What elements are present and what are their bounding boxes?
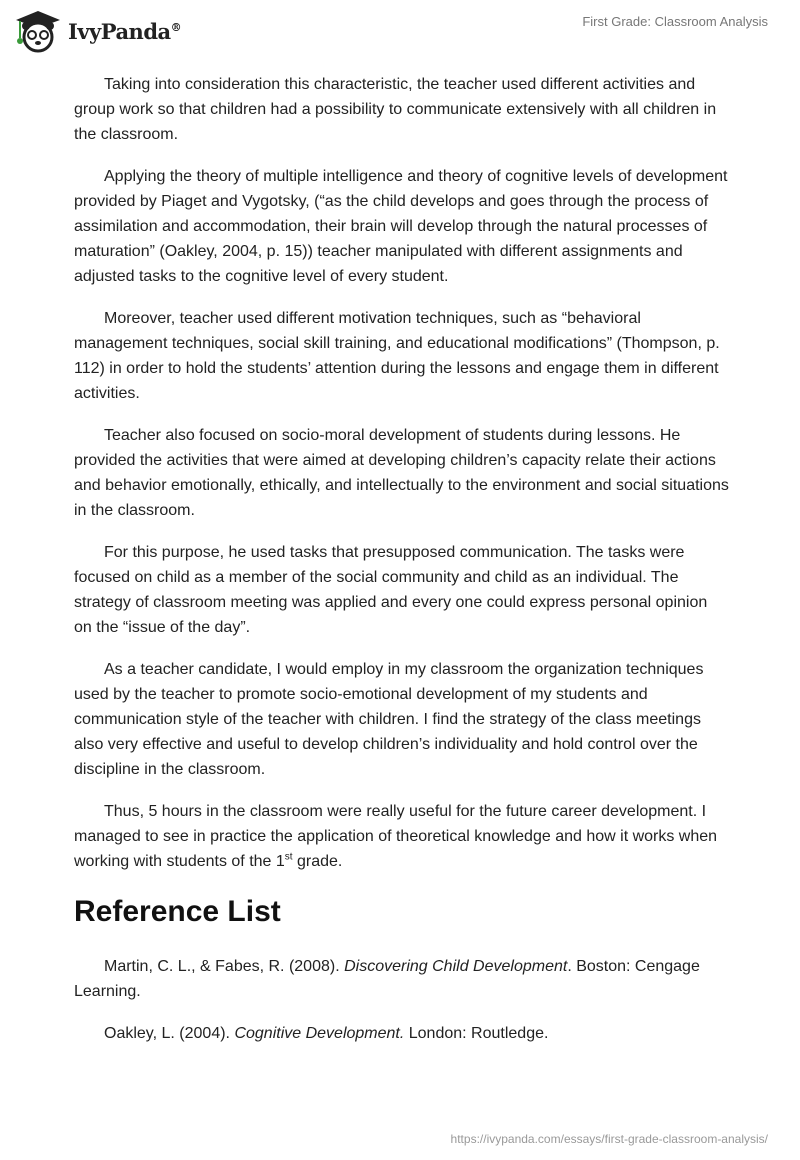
paragraph: Thus, 5 hours in the classroom were really useful for the future career development. I managed to see in practice the application of theoretical knowledge and how it works when working with students of the 1st grade. xyxy=(74,803,718,870)
document-title: First Grade: Classroom Analysis xyxy=(582,14,768,29)
reference-item: Oakley, L. (2004). Cognitive Development. London: Routledge. xyxy=(104,1025,549,1042)
brand-name: IvyPanda® xyxy=(68,18,182,44)
essay-body xyxy=(74,72,729,1063)
paragraph: For this purpose, he used tasks that presupposed communication. The tasks were focused on child as a member of the social community and child as an individual. The strategy of classroom meeting was applied and every one could express personal opinion on the “issue of the day”. xyxy=(74,544,708,636)
paragraph: Taking into consideration this characteristic, the teacher used different activities and group work so that children had a possibility to communicate extensively with all children in the classroom. xyxy=(74,76,717,143)
paragraph: Moreover, teacher used different motivation techniques, such as “behavioral management techniques, social skill training, and educational modifications” (Thompson, p. 112) in order to hold the students’ attention during the lessons and engage them in different activities. xyxy=(74,310,720,402)
panda-logo-icon xyxy=(12,8,62,54)
paragraph: Applying the theory of multiple intelligence and theory of cognitive levels of development provided by Piaget and Vygotsky, (“as the child develops and goes through the process of assimilation and accommodation, their brain will develop through the natural processes of maturation” (Oakley, 2004, p. 15)) teacher manipulated with different assignments and adjusted tasks to the cognitive level of every student. xyxy=(74,168,728,285)
paragraph: Teacher also focused on socio-moral development of students during lessons. He provided the activities that were aimed at developing children’s capacity relate their actions and behavior emotionally, ethically, and intellectually to the environment and social situations in the classroom. xyxy=(74,427,729,519)
source-url[interactable]: https://ivypanda.com/essays/first-grade-classroom-analysis/ xyxy=(450,1132,768,1146)
brand-logo[interactable] xyxy=(12,8,181,54)
reference-list-heading: Reference List xyxy=(74,895,281,928)
reference-item: Martin, C. L., & Fabes, R. (2008). Discovering Child Development. Boston: Cengage Learning. xyxy=(74,958,700,1000)
paragraph: As a teacher candidate, I would employ in my classroom the organization techniques used by the teacher to promote socio-emotional development of my students and communication style of the teacher with children. I find the strategy of the class meetings also very effective and useful to develop children’s individuality and hold control over the discipline in the classroom. xyxy=(74,661,704,778)
